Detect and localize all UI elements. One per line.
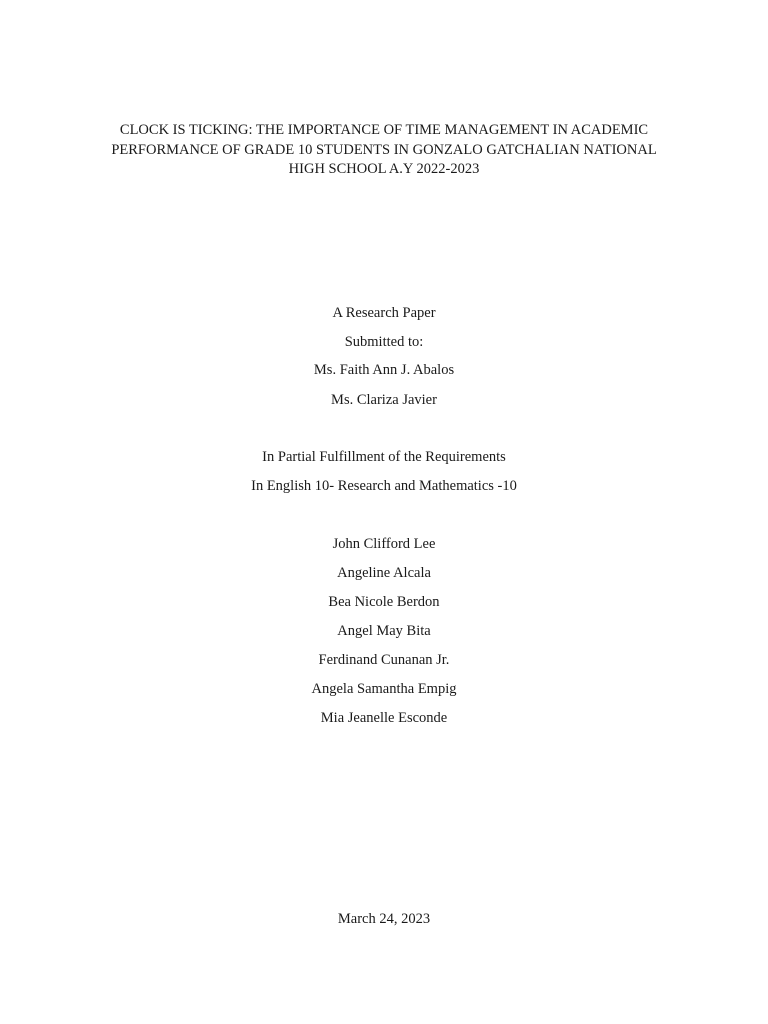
- author-name: Mia Jeanelle Esconde: [320, 710, 448, 726]
- author-name: Angeline Alcala: [337, 565, 431, 581]
- fulfillment-line: In Partial Fulfillment of the Requirements: [262, 449, 506, 465]
- author-name: Ferdinand Cunanan Jr.: [318, 652, 450, 668]
- author-name: Bea Nicole Berdon: [328, 594, 440, 610]
- title-line: CLOCK IS TICKING: THE IMPORTANCE OF TIME MANAGEMENT IN ACADEMIC: [119, 122, 649, 138]
- submitted-to-label: Submitted to:: [344, 334, 424, 350]
- title-line: HIGH SCHOOL A.Y 2022-2023: [288, 161, 480, 177]
- adviser-name: Ms. Faith Ann J. Abalos: [313, 362, 455, 378]
- author-name: Angel May Bita: [337, 623, 431, 639]
- title-line: PERFORMANCE OF GRADE 10 STUDENTS IN GONZALO GATCHALIAN NATIONAL: [111, 142, 657, 158]
- fulfillment-line: In English 10- Research and Mathematics -10: [251, 478, 517, 494]
- submission-date: March 24, 2023: [337, 911, 431, 927]
- author-name: John Clifford Lee: [332, 536, 436, 552]
- adviser-name: Ms. Clariza Javier: [331, 392, 437, 408]
- document-type: A Research Paper: [332, 305, 436, 321]
- author-name: Angela Samantha Empig: [311, 681, 457, 697]
